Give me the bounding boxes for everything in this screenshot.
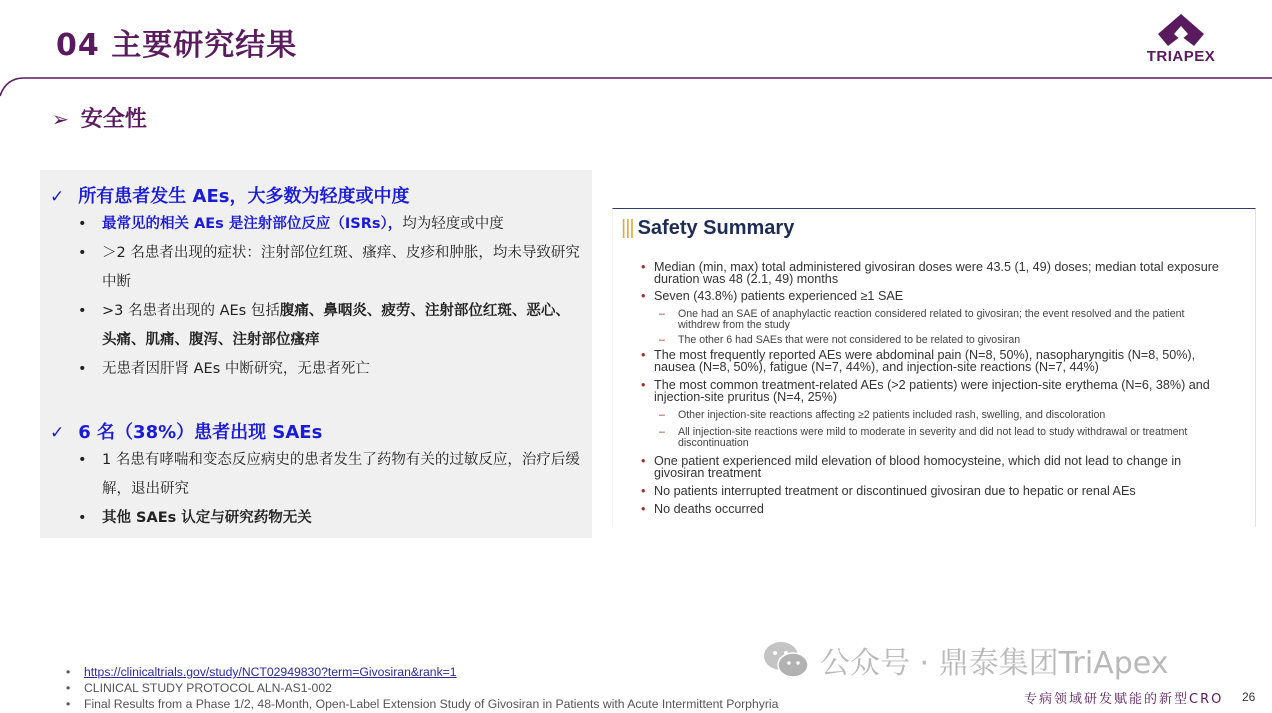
sub-list-item: – All injection-site reactions were mild to moderate in severity and did not lead to study withdrawal or treatment discontinuation	[659, 426, 1188, 449]
list-item: • 最常见的相关 AEs 是注射部位反应（ISRs），均为轻度或中度	[78, 210, 583, 239]
list-item: • >3 名患者出现的 AEs 包括腹痛、鼻咽炎、疲劳、注射部位红斑、恶心、头痛、肌痛、腹泻、注射部位瘙痒	[78, 297, 583, 355]
sub-list-item: – The other 6 had SAEs that were not considered to be related to givosiran	[659, 334, 1021, 346]
group2-heading: ✓ 6 名（38%）患者出现 SAEs	[50, 422, 323, 443]
dash-icon: –	[659, 334, 665, 346]
bullet-icon: •	[78, 303, 87, 319]
bullet-icon: •	[641, 484, 646, 498]
dash-icon: –	[659, 426, 665, 438]
bullet-icon: •	[78, 361, 87, 377]
bullet-icon: •	[78, 452, 87, 468]
list-item: • 无患者因肝肾 AEs 中断研究，无患者死亡	[78, 355, 583, 384]
check-icon: ✓	[50, 187, 65, 207]
page-number: 26	[1242, 690, 1256, 704]
references	[66, 664, 778, 712]
check-icon: ✓	[50, 423, 65, 443]
list-item: • No patients interrupted treatment or discontinued givosiran due to hepatic or renal AEs	[641, 484, 1136, 498]
bullet-icon: •	[78, 510, 87, 526]
reference-item	[66, 664, 778, 680]
triapex-logo	[1136, 12, 1226, 68]
bullet-icon: •	[66, 697, 71, 711]
footer-tagline: 专病领域研发赋能的新型CRO	[1024, 692, 1224, 707]
sub-list-item: – Other injection-site reactions affecting ≥2 patients included rash, swelling, and discoloration	[659, 409, 1106, 421]
reference-item: • CLINICAL STUDY PROTOCOL ALN-AS1-002	[66, 681, 332, 695]
list-item: • The most frequently reported AEs were abdominal pain (N=8, 50%), nasopharyngitis (N=8, 50%), nausea (N=8, 50%), fatigue (N=7, 44%), and injection-site reactions (N=7, 44%)	[641, 348, 1196, 374]
bullet-icon: •	[641, 454, 646, 468]
arrow-icon: ➢	[52, 107, 69, 131]
bullet-icon: •	[66, 665, 71, 679]
list-item: • Seven (43.8%) patients experienced ≥1 SAE	[641, 289, 904, 303]
bullet-icon: •	[78, 216, 87, 232]
bars-icon: |||	[621, 217, 634, 239]
list-item: • One patient experienced mild elevation of blood homocysteine, which did not lead to change in givosiran treatment	[641, 454, 1182, 480]
section-title: 安全性	[80, 107, 147, 132]
list-item: • No deaths occurred	[641, 502, 764, 516]
section-heading	[52, 102, 147, 133]
sub-list-item: – One had an SAE of anaphylactic reaction considered related to givosiran; the event resolved and the patient withdrew from the study	[659, 308, 1185, 331]
list-item: • The most common treatment-related AEs (>2 patients) were injection-site erythema (N=6, 38%) and injection-site pruritus (N=4, 25%)	[641, 378, 1210, 404]
bullet-icon: •	[78, 245, 87, 261]
page-title: 04 主要研究结果	[56, 28, 298, 63]
watermark-text: 公众号 · 鼎泰集团TriApex	[820, 646, 1169, 681]
header-divider	[0, 76, 1272, 100]
clinicaltrials-link[interactable]: https://clinicaltrials.gov/study/NCT02949830?term=Givosiran&rank=1	[84, 665, 457, 679]
reference-item: • Final Results from a Phase 1/2, 48-Month, Open-Label Extension Study of Givosiran in Patients with Acute Intermittent Porphyria	[66, 697, 779, 711]
bullet-icon: •	[641, 502, 646, 516]
list-item: • 其他 SAEs 认定与研究药物无关	[78, 504, 583, 533]
triapex-logo-icon	[1136, 12, 1226, 48]
bullet-icon: •	[641, 289, 646, 303]
safety-summary-title: ||| Safety Summary	[621, 217, 795, 239]
group1-heading: ✓ 所有患者发生 AEs，大多数为轻度或中度	[50, 186, 410, 207]
list-item: • 1 名患有哮喘和变态反应病史的患者发生了药物有关的过敏反应，治疗后缓解，退出研究	[78, 446, 583, 504]
logo-text: TRIAPEX	[1146, 48, 1216, 65]
wechat-watermark	[762, 638, 1168, 682]
bullet-icon: •	[641, 348, 646, 362]
dash-icon: –	[659, 409, 665, 421]
bullet-icon: •	[641, 260, 646, 274]
bullet-icon: •	[66, 681, 71, 695]
list-item: • ＞2 名患者出现的症状：注射部位红斑、瘙痒、皮疹和肿胀，均未导致研究中断	[78, 239, 583, 297]
safety-summary-panel	[612, 208, 1256, 527]
chinese-summary-box	[40, 170, 592, 538]
bullet-icon: •	[641, 378, 646, 392]
wechat-icon	[762, 640, 810, 680]
dash-icon: –	[659, 308, 665, 320]
list-item: • Median (min, max) total administered givosiran doses were 43.5 (1, 49) doses; median total exposure duration was 48 (2.1, 49) months	[641, 260, 1219, 286]
